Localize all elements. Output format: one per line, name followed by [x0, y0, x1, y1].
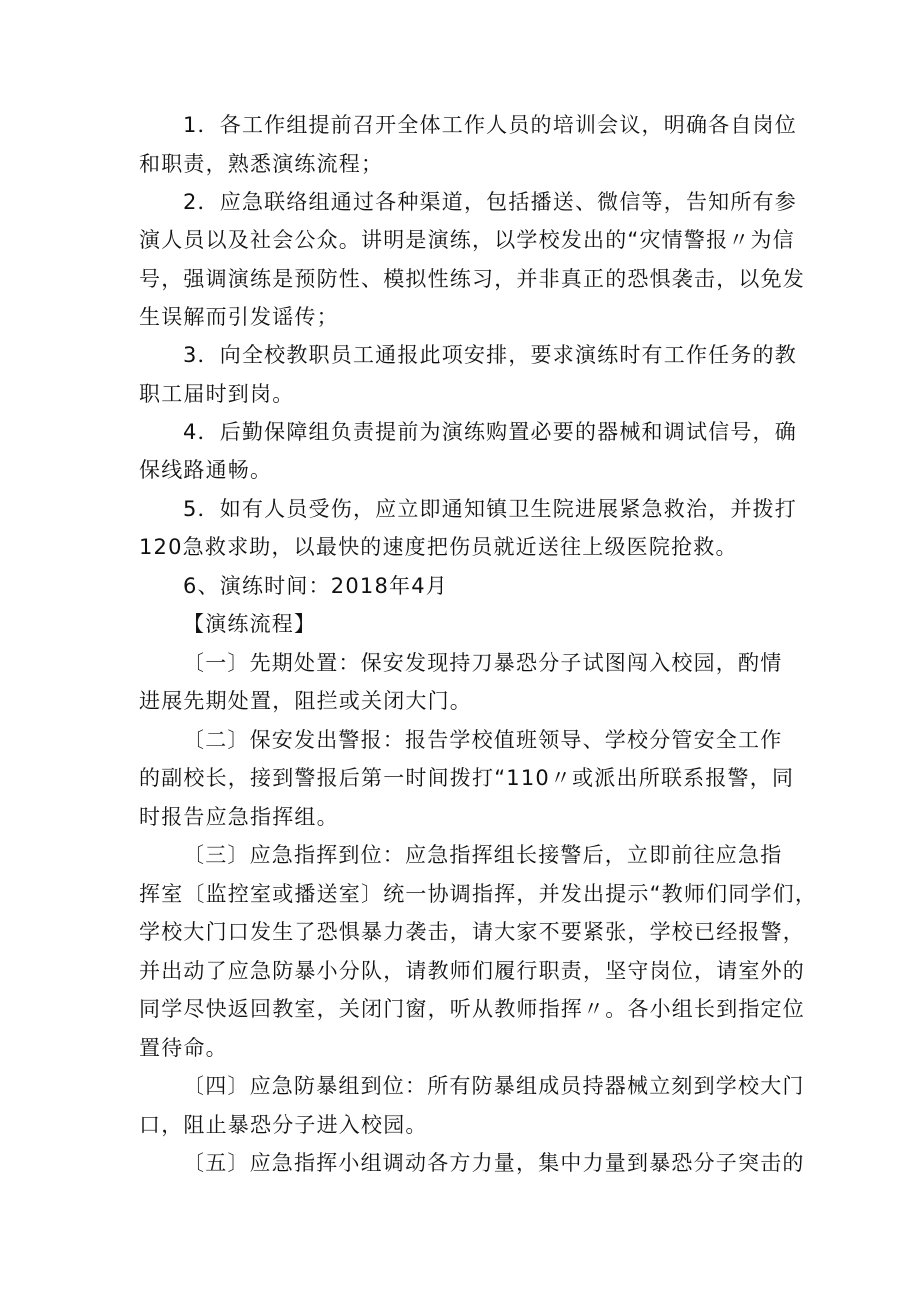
text-line: 口，阻止暴恐分子进入校园。 [139, 1113, 428, 1137]
text-line: 〔四〕应急防暴组到位：所有防暴组成员持器械立刻到学校大门 [183, 1074, 805, 1098]
text-line: 挥室〔监控室或播送室〕统一协调指挥，并发出提示“教师们同学们， [139, 882, 818, 906]
text-line: 1．各工作组提前召开全体工作人员的培训会议，明确各自岗位 [183, 113, 797, 137]
text-line: 5．如有人员受伤，应立即通知镇卫生院进展紧急救治，并拨打 [183, 497, 797, 521]
text-line: 和职责，熟悉演练流程； [139, 152, 384, 176]
text-line: 的副校长，接到警报后第一时间拨打“110〃或派出所联系报警，同 [139, 766, 795, 790]
text-line: 4．后勤保障组负责提前为演练购置必要的器械和调试信号，确 [183, 420, 797, 444]
text-line: 时报告应急指挥组。 [139, 805, 339, 829]
text-line: 号，强调演练是预防性、模拟性练习，并非真正的恐惧袭击，以免发 [139, 267, 805, 291]
text-line: 〔二〕保安发出警报：报告学校值班领导、学校分管安全工作 [183, 728, 783, 752]
text-line: 职工届时到岗。 [139, 382, 295, 406]
text-line: 6、演练时间：2018年4月 [183, 574, 448, 598]
text-line: 保线路通畅。 [139, 458, 273, 482]
text-line: 学校大门口发生了恐惧暴力袭击，请大家不要紧张，学校已经报警， [139, 920, 805, 944]
text-line: 并出动了应急防暴小分队，请教师们履行职责，坚守岗位，请室外的 [139, 959, 805, 983]
text-line: 进展先期处置，阻拦或关闭大门。 [139, 689, 472, 713]
text-line: 〔一〕先期处置：保安发现持刀暴恐分子试图闯入校园，酌情 [183, 651, 783, 675]
text-line: 2．应急联络组通过各种渠道，包括播送、微信等，告知所有参 [183, 190, 797, 214]
text-line: 生误解而引发谣传； [139, 305, 339, 329]
text-line: 置待命。 [139, 1036, 228, 1060]
text-line: 同学尽快返回教室，关闭门窗，听从教师指挥〃。各小组长到指定位 [139, 997, 805, 1021]
text-line: 〔五〕应急指挥小组调动各方力量，集中力量到暴恐分子突击的 [183, 1151, 805, 1175]
text-line: 演人员以及社会公众。讲明是演练，以学校发出的“灾情警报〃为信 [139, 228, 795, 252]
text-line: 120急救求助，以最快的速度把伤员就近送往上级医院抢救。 [139, 535, 738, 559]
section-heading: 【演练流程】 [183, 612, 317, 636]
text-line: 〔三〕应急指挥到位：应急指挥组长接警后，立即前往应急指 [183, 843, 783, 867]
text-line: 3．向全校教职员工通报此项安排，要求演练时有工作任务的教 [183, 343, 797, 367]
